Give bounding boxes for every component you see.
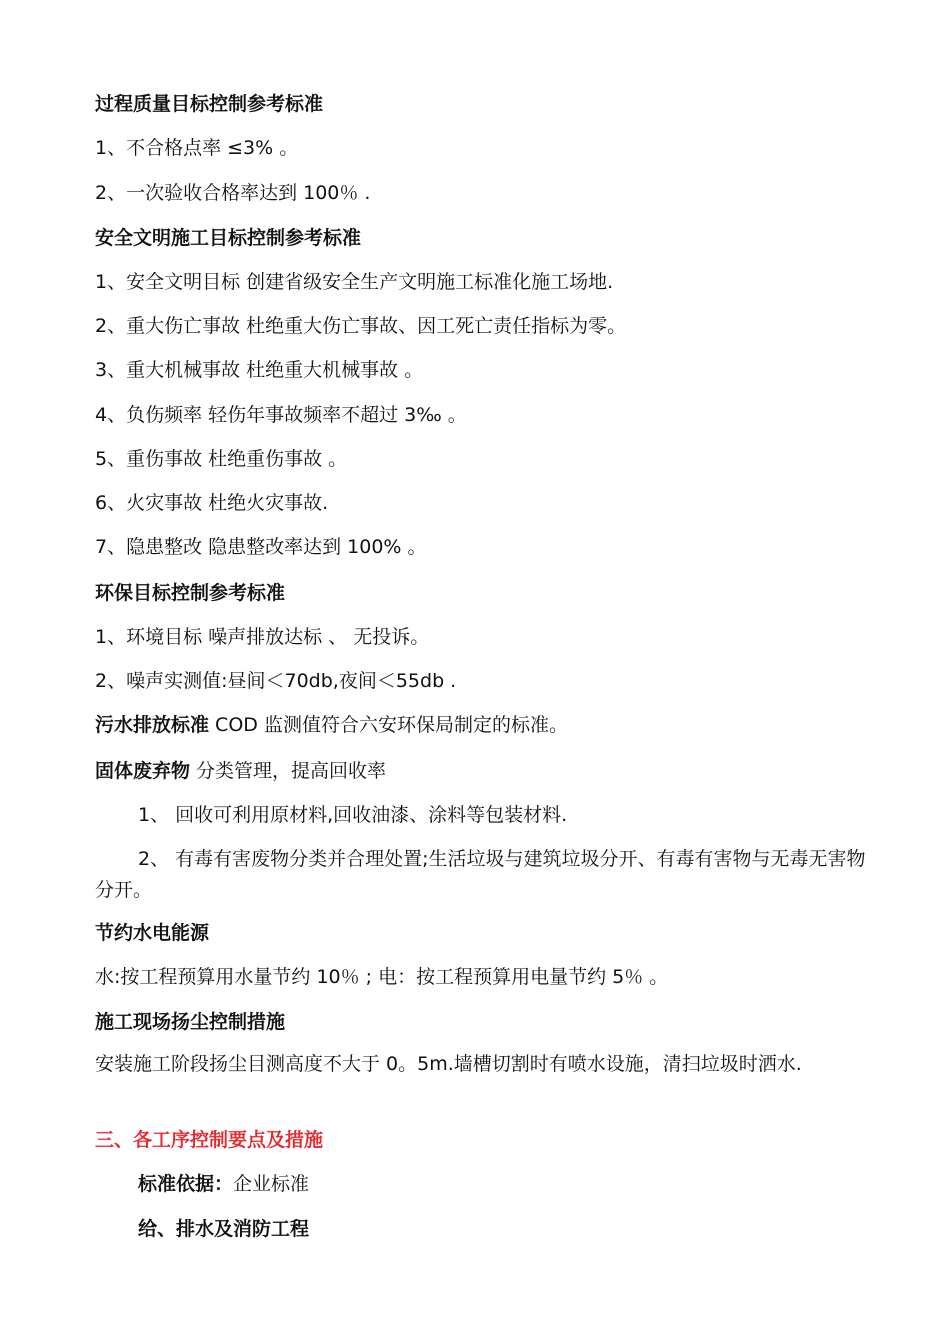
sewage-standard-label: 污水排放标准 (95, 714, 210, 736)
heading-plumbing-fire: 给、排水及消防工程 (138, 1218, 310, 1240)
sewage-standard-text: COD 监测值符合六安环保局制定的标准。 (209, 714, 568, 736)
standard-basis-line (138, 1169, 870, 1199)
heading-environment-standard: 环保目标控制参考标准 (95, 582, 286, 604)
quality-item-2: 2、一次验收合格率达到 100％ . (95, 182, 371, 204)
heading-energy-saving: 节约水电能源 (95, 922, 210, 944)
heading-section-3: 三、各工序控制要点及措施 (95, 1129, 324, 1151)
safety-item-4: 4、负伤频率 轻伤年事故频率不超过 3‰ 。 (95, 404, 467, 426)
safety-item-7: 7、隐患整改 隐患整改率达到 100% 。 (95, 536, 427, 558)
solid-waste-item-1: 1、 回收可利用原材料,回收油漆、涂料等包装材料. (138, 804, 568, 826)
solid-waste-paragraph (95, 756, 870, 786)
heading-quality-standard: 过程质量目标控制参考标准 (95, 93, 324, 115)
safety-item-6: 6、火灾事故 杜绝火灾事故. (95, 492, 329, 514)
standard-basis-label: 标准依据： (138, 1173, 234, 1195)
standard-basis-text: 企业标准 (233, 1173, 310, 1195)
energy-saving-text: 水:按工程预算用水量节约 10％ ; 电：按工程预算用电量节约 5％ 。 (95, 966, 669, 988)
safety-item-1: 1、安全文明目标 创建省级安全生产文明施工标准化施工场地. (95, 271, 614, 293)
heading-safety-standard: 安全文明施工目标控制参考标准 (95, 227, 362, 249)
safety-item-3: 3、重大机械事故 杜绝重大机械事故 。 (95, 359, 424, 381)
dust-control-text: 安装施工阶段扬尘目测高度不大于 0。5m.墙槽切割时有喷水设施，清扫垃圾时洒水. (95, 1053, 802, 1075)
safety-item-5: 5、重伤事故 杜绝重伤事故 。 (95, 448, 348, 470)
solid-waste-label: 固体废弃物 (95, 760, 191, 782)
safety-item-2: 2、重大伤亡事故 杜绝重大伤亡事故、因工死亡责任指标为零。 (95, 315, 627, 337)
solid-waste-item-2: 2、 有毒有害废物分类并合理处置;生活垃圾与建筑垃圾分开、有毒有害物与无毒无害物分开。 (95, 848, 866, 901)
heading-dust-control: 施工现场扬尘控制措施 (95, 1011, 286, 1033)
quality-item-1: 1、不合格点率 ≤3% 。 (95, 137, 299, 159)
environment-item-2: 2、噪声实测值:昼间＜70db,夜间＜55db . (95, 670, 457, 692)
sewage-standard-paragraph (95, 710, 870, 740)
environment-item-1: 1、环境目标 噪声排放达标 、 无投诉。 (95, 626, 430, 648)
solid-waste-text: 分类管理，提高回收率 (190, 760, 387, 782)
